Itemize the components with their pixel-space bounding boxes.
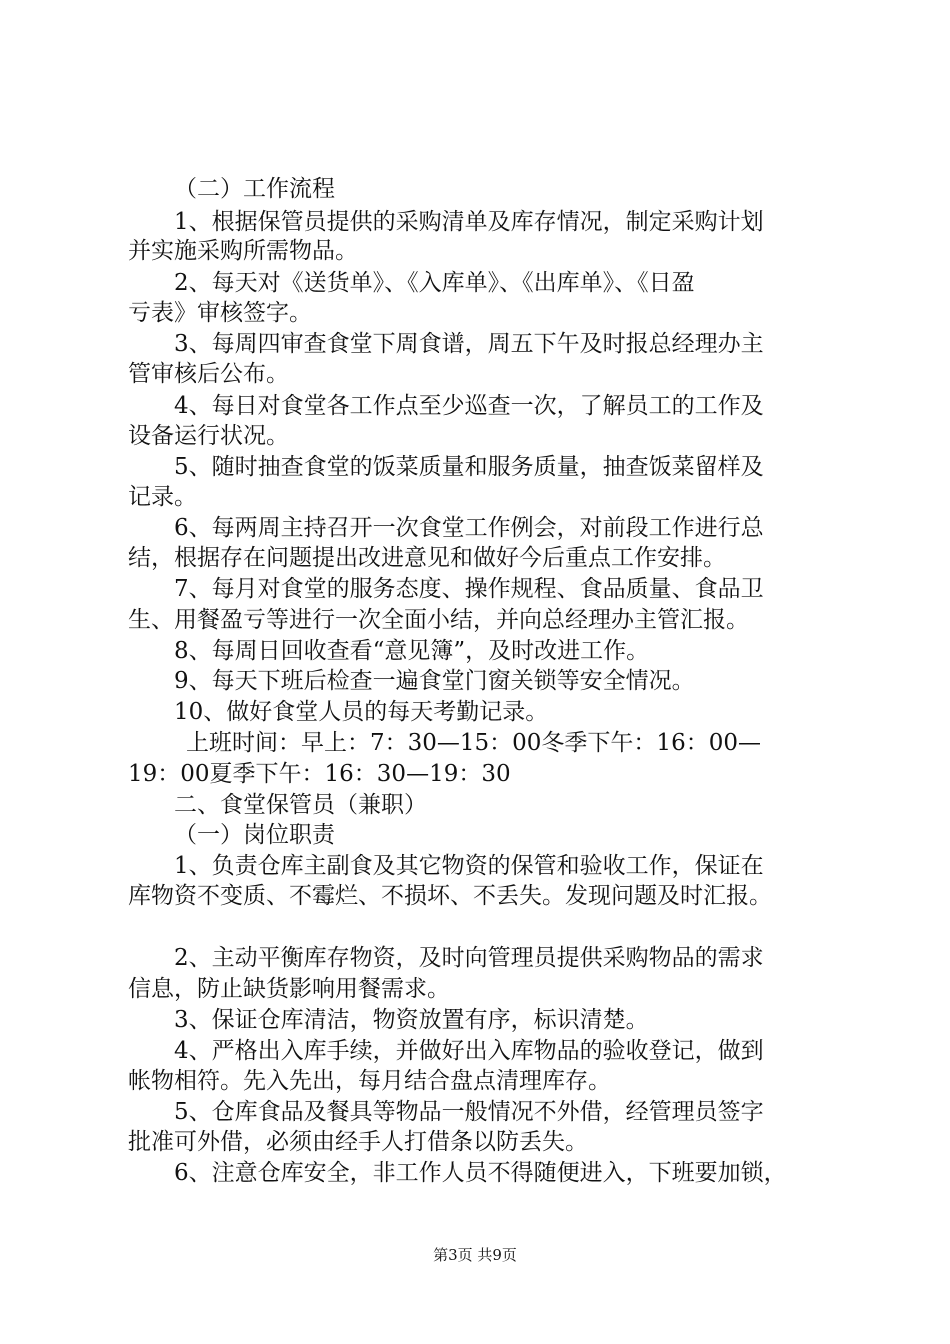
schedule-line-1: 上班时间：早上：7：30—15：00冬季下午：16：00— (186, 730, 761, 756)
page-footer: 第3页 共9页 (433, 1246, 517, 1264)
flow-item-2-line-1: 2、每天对《送货单》、《入库单》、《出库单》、《日盈 (174, 270, 695, 296)
flow-item-9: 9、每天下班后检查一遍食堂门窗关锁等安全情况。 (174, 668, 695, 694)
flow-item-7-line-2: 生、用餐盈亏等进行一次全面小结，并向总经理办主管汇报。 (128, 607, 749, 633)
duty-2-line-1: 2、主动平衡库存物资，及时向管理员提供采购物品的需求 (174, 945, 764, 971)
duty-4-line-1: 4、严格出入库手续，并做好出入库物品的验收登记，做到 (174, 1038, 764, 1064)
flow-item-2-line-2: 亏表》审核签字。 (128, 300, 312, 326)
flow-item-1-line-1: 1、根据保管员提供的采购清单及库存情况，制定采购计划 (174, 209, 764, 235)
flow-item-8: 8、每周日回收查看“意见簿”，及时改进工作。 (174, 638, 650, 664)
flow-item-3-line-2: 管审核后公布。 (128, 361, 289, 387)
flow-item-5-line-2: 记录。 (128, 484, 197, 510)
schedule-line-2: 19：00夏季下午：16：30—19：30 (128, 761, 511, 787)
heading-storekeeper: 二、食堂保管员（兼职） (174, 792, 427, 818)
flow-item-6-line-1: 6、每两周主持召开一次食堂工作例会，对前段工作进行总 (174, 515, 764, 541)
flow-item-6-line-2: 结，根据存在问题提出改进意见和做好今后重点工作安排。 (128, 545, 726, 571)
duty-6-line-1: 6、注意仓库安全，非工作人员不得随便进入，下班要加锁， (174, 1160, 787, 1186)
section-title: （二）工作流程 (174, 176, 335, 202)
flow-item-7-line-1: 7、每月对食堂的服务态度、操作规程、食品质量、食品卫 (174, 576, 764, 602)
sub-heading-duties: （一）岗位职责 (174, 822, 335, 848)
flow-item-4-line-2: 设备运行状况。 (128, 423, 289, 449)
flow-item-3-line-1: 3、每周四审查食堂下周食谱，周五下午及时报总经理办主 (174, 331, 764, 357)
duty-4-line-2: 帐物相符。先入先出，每月结合盘点清理库存。 (128, 1068, 611, 1094)
duty-1-line-1: 1、负责仓库主副食及其它物资的保管和验收工作，保证在 (174, 853, 764, 879)
duty-3: 3、保证仓库清洁，物资放置有序，标识清楚。 (174, 1007, 649, 1033)
flow-item-5-line-1: 5、随时抽查食堂的饭菜质量和服务质量，抽查饭菜留样及 (174, 454, 764, 480)
duty-1-line-2: 库物资不变质、不霉烂、不损坏、不丢失。发现问题及时汇报。 (128, 883, 772, 909)
duty-2-line-2: 信息，防止缺货影响用餐需求。 (128, 976, 450, 1002)
flow-item-1-line-2: 并实施采购所需物品。 (128, 238, 358, 264)
duty-5-line-2: 批准可外借，必须由经手人打借条以防丢失。 (128, 1129, 588, 1155)
flow-item-10: 10、做好食堂人员的每天考勤记录。 (174, 699, 549, 725)
duty-5-line-1: 5、仓库食品及餐具等物品一般情况不外借，经管理员签字 (174, 1099, 764, 1125)
flow-item-4-line-1: 4、每日对食堂各工作点至少巡查一次，了解员工的工作及 (174, 393, 764, 419)
